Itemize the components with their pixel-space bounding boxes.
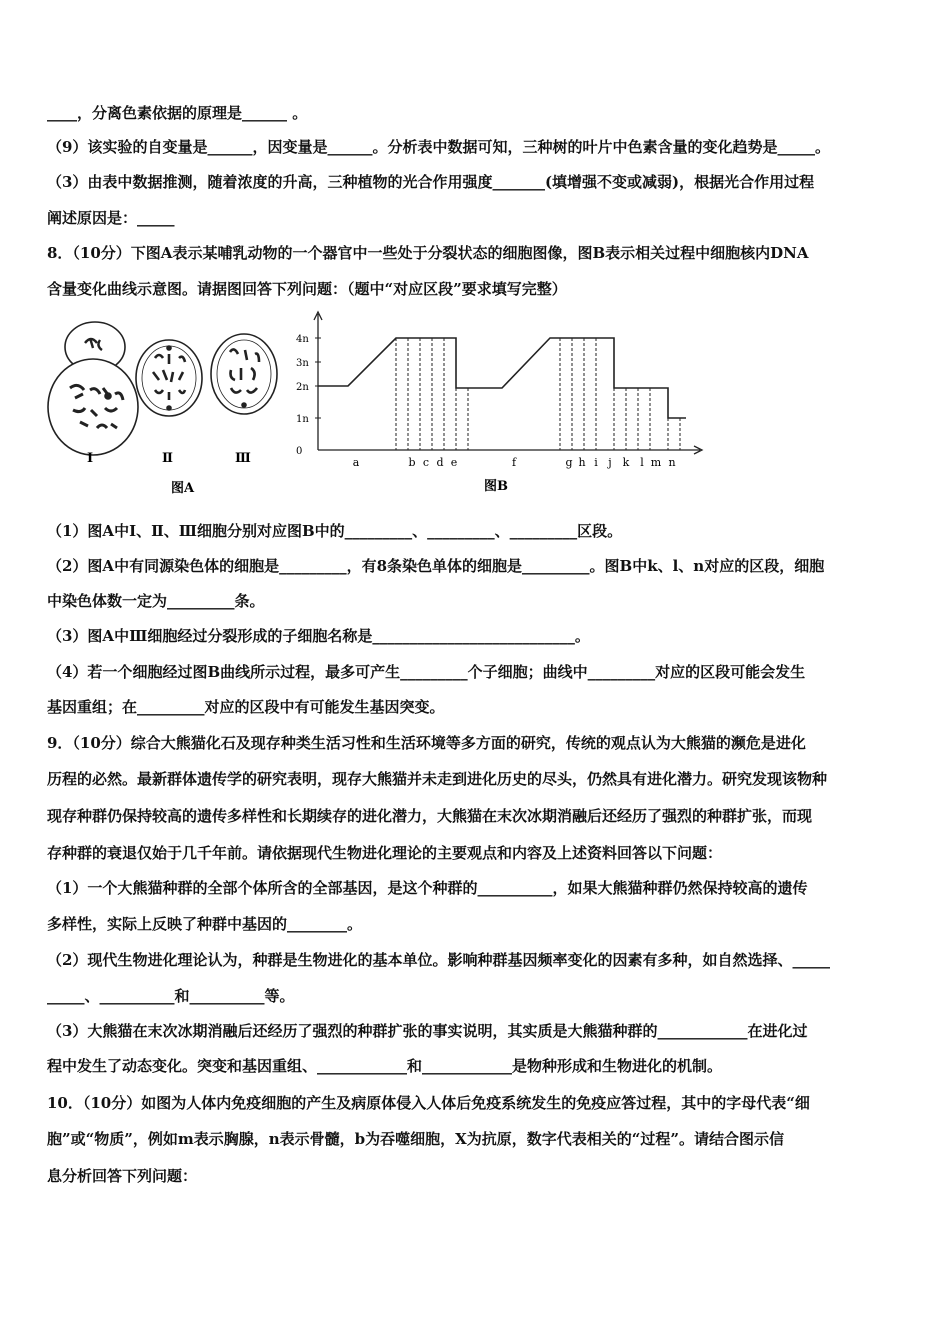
cell-iii-image [211, 334, 277, 414]
text-line-2: （9）该实验的自变量是______，因变量是______。分析表中数据可知，三种树的叶片中色素含量的变化趋势是_____。 [47, 138, 830, 156]
question-10-stem-2: 胞”或“物质”，例如m表示胸腺，n表示骨髓，b为吞噬细胞，X为抗原，数字代表相关的“过程”。请结合图示信 [47, 1130, 785, 1148]
question-8-stem-1: 8．（10分）下图A表示某哺乳动物的一个器官中一些处于分裂状态的细胞图像，图B表示相关过程中细胞核内DNA [47, 244, 809, 262]
cell-ii-image [136, 340, 202, 416]
question-9-stem-1: 9．（10分）综合大熊猫化石及现存种类生活习性和生活环境等多方面的研究，传统的观点认为大熊猫的濒危是进化 [47, 734, 806, 752]
question-9-stem-4: 存种群的衰退仅始于几千年前。请依据现代生物进化理论的主要观点和内容及上述资料回答以下问题： [47, 844, 723, 862]
question-10-stem-1: 10．（10分）如图为人体内免疫细胞的产生及病原体侵入人体后免疫系统发生的免疫应答过程，其中的字母代表“细 [47, 1094, 810, 1112]
figure-a-label-iii: Ⅲ [235, 451, 251, 466]
figure-a-label-ii: Ⅱ [162, 451, 173, 466]
x-segment-label: f [511, 456, 517, 469]
question-8-part-4a: （4）若一个细胞经过图B曲线所示过程，最多可产生_________个子细胞；曲线中_________对应的区段可能会发生 [47, 663, 806, 681]
figure-a-label-i: Ⅰ [87, 451, 94, 466]
x-segment-label: e [450, 456, 458, 469]
question-8-stem-2: 含量变化曲线示意图。请据图回答下列问题：（题中“对应区段”要求填写完整） [47, 280, 567, 298]
x-segment-label: d [436, 456, 444, 469]
x-segment-label: l [640, 456, 644, 469]
question-9-part-1a: （1）一个大熊猫种群的全部个体所含的全部基因，是这个种群的__________，如果大熊猫种群仍然保持较高的遗传 [47, 879, 808, 897]
cell-i-image [48, 322, 138, 455]
figure-a [45, 310, 285, 500]
y-tick-label: 1n [296, 414, 309, 425]
text-line-3: （3）由表中数据推测，随着浓度的升高，三种植物的光合作用强度_______(填增强不变或减弱)，根据光合作用过程 [47, 173, 815, 191]
question-8-part-4b: 基因重组；在_________对应的区段中有可能发生基因突变。 [47, 698, 445, 716]
text-line-4: 阐述原因是：_____ [47, 209, 175, 227]
y-tick-label: 2n [296, 382, 309, 393]
figure-b-dashed-lines [396, 338, 680, 450]
x-segment-label: j [608, 456, 612, 469]
x-segment-label: c [422, 456, 430, 469]
x-segment-label: a [352, 456, 360, 469]
x-segment-label: g [565, 456, 573, 469]
question-9-part-3a: （3）大熊猫在末次冰期消融后还经历了强烈的种群扩张的事实说明，其实质是大熊猫种群的____________在进化过 [47, 1022, 808, 1040]
question-10-stem-3: 息分析回答下列问题： [47, 1167, 198, 1185]
figure-b-x-labels [353, 456, 676, 469]
x-segment-label: i [594, 456, 598, 469]
question-8-part-2b: 中染色体数一定为_________条。 [47, 592, 265, 610]
question-8-part-1: （1）图A中Ⅰ、Ⅱ、Ⅲ细胞分别对应图B中的_________、_________、_________区段。 [47, 522, 623, 540]
x-segment-label: n [668, 456, 676, 469]
x-segment-label: m [650, 456, 662, 469]
x-segment-label: k [622, 456, 630, 469]
figure-b-curve [318, 338, 686, 418]
y-tick-label: 3n [296, 358, 309, 369]
y-tick-label: 0 [296, 446, 303, 457]
figure-b-y-ticks [296, 334, 321, 457]
y-tick-label: 4n [296, 334, 309, 345]
x-segment-label: b [408, 456, 416, 469]
figure-b-chart [292, 306, 704, 500]
question-9-part-2b: _____、__________和__________等。 [47, 987, 295, 1005]
dna-content-line [318, 338, 686, 418]
text-line-1: ____，分离色素依据的原理是______ 。 [47, 104, 308, 122]
x-segment-label: h [578, 456, 586, 469]
question-9-part-1b: 多样性，实际上反映了种群中基因的________。 [47, 915, 363, 933]
figure-b-caption: 图B [484, 479, 508, 494]
figure-b-axes [314, 312, 702, 454]
question-8-part-3: （3）图A中Ⅲ细胞经过分裂形成的子细胞名称是___________________________。 [47, 627, 590, 645]
question-8-part-2a: （2）图A中有同源染色体的细胞是_________，有8条染色单体的细胞是_________。图B中k、l、n对应的区段，细胞 [47, 557, 825, 575]
question-9-part-3b: 程中发生了动态变化。突变和基因重组、____________和____________是物种形成和生物进化的机制。 [47, 1057, 723, 1075]
figure-a-caption: 图A [171, 481, 195, 496]
question-9-stem-3: 现存种群仍保持较高的遗传多样性和长期续存的进化潜力，大熊猫在末次冰期消融后还经历了强烈的种群扩张，而现 [47, 807, 813, 825]
question-9-part-2a: （2）现代生物进化理论认为，种群是生物进化的基本单位。影响种群基因频率变化的因素有多种，如自然选择、_____ [47, 951, 830, 969]
question-9-stem-2: 历程的必然。最新群体遗传学的研究表明，现存大熊猫并未走到进化历史的尽头，仍然具有进化潜力。研究发现该物种 [47, 770, 828, 788]
